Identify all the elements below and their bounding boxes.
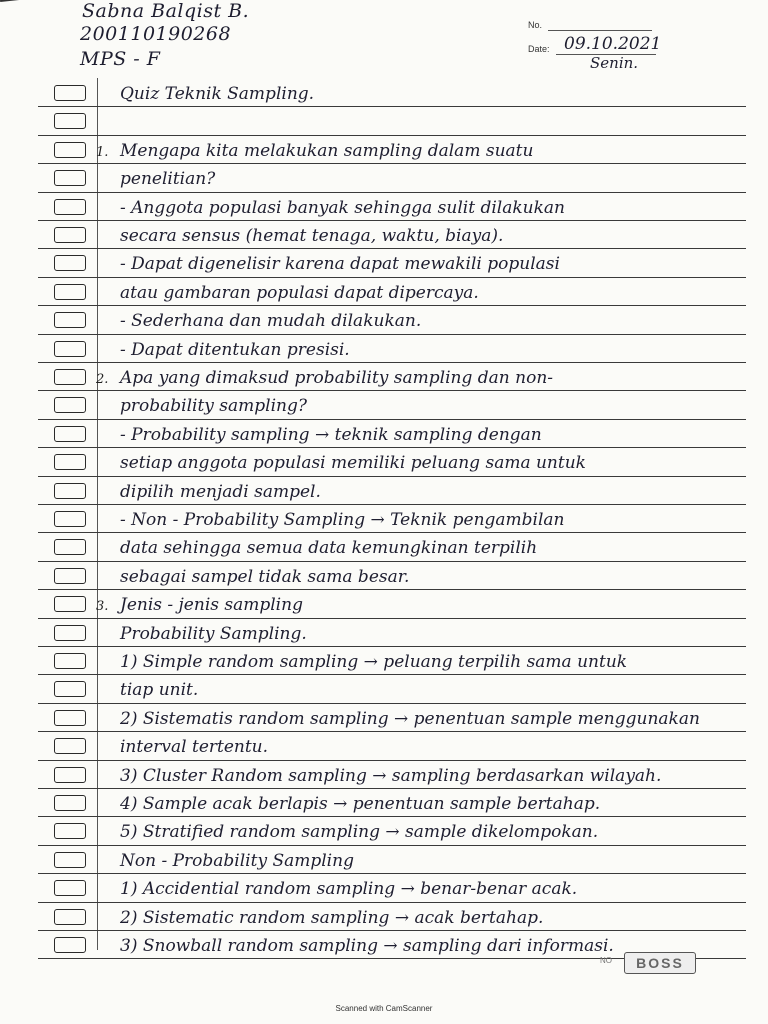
handwritten-line: 4) Sample acak berlapis → penentuan sample bertahap. [120,794,601,814]
row-checkbox [54,539,86,555]
row-checkbox [54,312,86,328]
row-checkbox [54,653,86,669]
handwritten-line: atau gambaran populasi dapat dipercaya. [120,282,479,303]
row-checkbox [54,823,86,839]
ruled-line [38,873,746,874]
ruled-line [38,106,746,107]
handwritten-line: dipilih menjadi sampel. [120,481,321,502]
student-class: MPS - F [80,48,161,70]
handwritten-line: sebagai sampel tidak sama besar. [120,566,410,587]
handwritten-line: 1) Accidential random sampling → benar-benar acak. [120,879,578,900]
handwritten-line: - Dapat ditentukan presisi. [120,339,350,360]
ruled-line [38,902,746,903]
row-checkbox [54,341,86,357]
handwritten-line: Apa yang dimaksud probability sampling dan non- [120,368,554,388]
row-checkbox [54,397,86,413]
row-checkbox [54,738,86,754]
handwritten-line: Mengapa kita melakukan sampling dalam suatu [120,140,534,161]
row-checkbox [54,227,86,243]
handwritten-line: 2) Sistematic random sampling → acak bertahap. [120,907,544,928]
ruled-line [38,731,746,732]
ruled-line [38,192,746,193]
handwritten-line: - Probability sampling → teknik sampling dengan [120,424,542,445]
student-nim: 200110190268 [80,23,232,45]
ruled-line [38,561,746,562]
ruled-line [38,220,746,221]
handwritten-line: probability sampling? [120,396,307,417]
no-label: No. [528,20,543,30]
row-checkbox [54,511,86,527]
date-label: Date: [528,44,550,54]
ruled-line [38,163,746,164]
handwritten-line: tiap unit. [120,680,199,701]
ruled-line [38,618,746,619]
ruled-line [38,504,746,505]
row-checkbox [54,255,86,271]
handwritten-line: 5) Stratified random sampling → sample dikelompokan. [120,822,599,843]
brand-prefix: NO [600,956,612,965]
ruled-line [38,760,746,761]
ruled-line [38,532,746,533]
ruled-line [38,816,746,817]
row-checkbox [54,568,86,584]
row-checkbox [54,852,86,868]
ruled-line [38,845,746,846]
ruled-line [38,334,746,335]
handwritten-line: - Non - Probability Sampling → Teknik pengambilan [120,510,565,530]
question-number: 2. [96,372,109,387]
handwritten-line: 2) Sistematis random sampling → penentuan sample menggunakan [120,708,700,729]
ruled-line [38,930,746,931]
ruled-line [38,248,746,249]
ruled-line [38,135,746,136]
handwritten-line: data sehingga semua data kemungkinan terpilih [120,538,538,559]
scanner-watermark: Scanned with CamScanner [335,1004,433,1013]
handwritten-line: Probability Sampling. [120,623,307,644]
row-checkbox [54,454,86,470]
boss-logo: BOSS [624,952,696,974]
date-value: 09.10.2021 [564,34,662,54]
handwritten-line: interval tertentu. [120,737,269,758]
row-checkbox [54,625,86,641]
question-number: 3. [96,599,109,615]
handwritten-line: setiap anggota populasi memiliki peluang sama untuk [120,453,586,474]
row-checkbox [54,596,86,612]
ruled-line [38,788,746,789]
row-checkbox [54,85,86,101]
ruled-line [38,419,746,420]
ruled-line [38,447,746,448]
handwritten-line: secara sensus (hemat tenaga, waktu, biaya). [120,226,504,246]
ruled-line [38,362,746,363]
handwritten-line: Non - Probability Sampling [120,850,354,871]
handwritten-line: 3) Cluster Random sampling → sampling berdasarkan wilayah. [120,765,662,786]
ruled-line [38,674,746,675]
question-number: 1. [96,144,109,160]
row-checkbox [54,909,86,925]
ruled-line [38,305,746,306]
row-checkbox [54,767,86,783]
ruled-line [38,589,746,590]
row-checkbox [54,113,86,129]
ruled-line [38,476,746,477]
handwritten-line: 3) Snowball random sampling → sampling dari informasi. [120,936,614,956]
row-checkbox [54,710,86,726]
row-checkbox [54,369,86,385]
row-checkbox [54,142,86,158]
handwritten-line: Quiz Teknik Sampling. [120,84,315,104]
row-checkbox [54,199,86,215]
handwritten-line: Jenis - jenis sampling [120,595,303,616]
handwritten-line: 1) Simple random sampling → peluang terpilih sama untuk [120,652,628,672]
handwritten-line: - Anggota populasi banyak sehingga sulit dilakukan [120,197,565,218]
row-checkbox [54,170,86,186]
handwritten-line: penelitian? [120,169,216,190]
row-checkbox [54,937,86,953]
row-checkbox [54,284,86,300]
student-name: Sabna Balqist B. [82,0,250,22]
row-checkbox [54,795,86,811]
handwritten-line: - Dapat digenelisir karena dapat mewakili populasi [120,254,560,275]
row-checkbox [54,880,86,896]
ruled-line [38,703,746,704]
handwritten-line: - Sederhana dan mudah dilakukan. [120,311,422,332]
row-checkbox [54,681,86,697]
row-checkbox [54,483,86,499]
day-value: Senin. [590,54,639,72]
row-checkbox [54,426,86,442]
ruled-line [38,277,746,278]
ruled-line [38,646,746,647]
ruled-line [38,390,746,391]
